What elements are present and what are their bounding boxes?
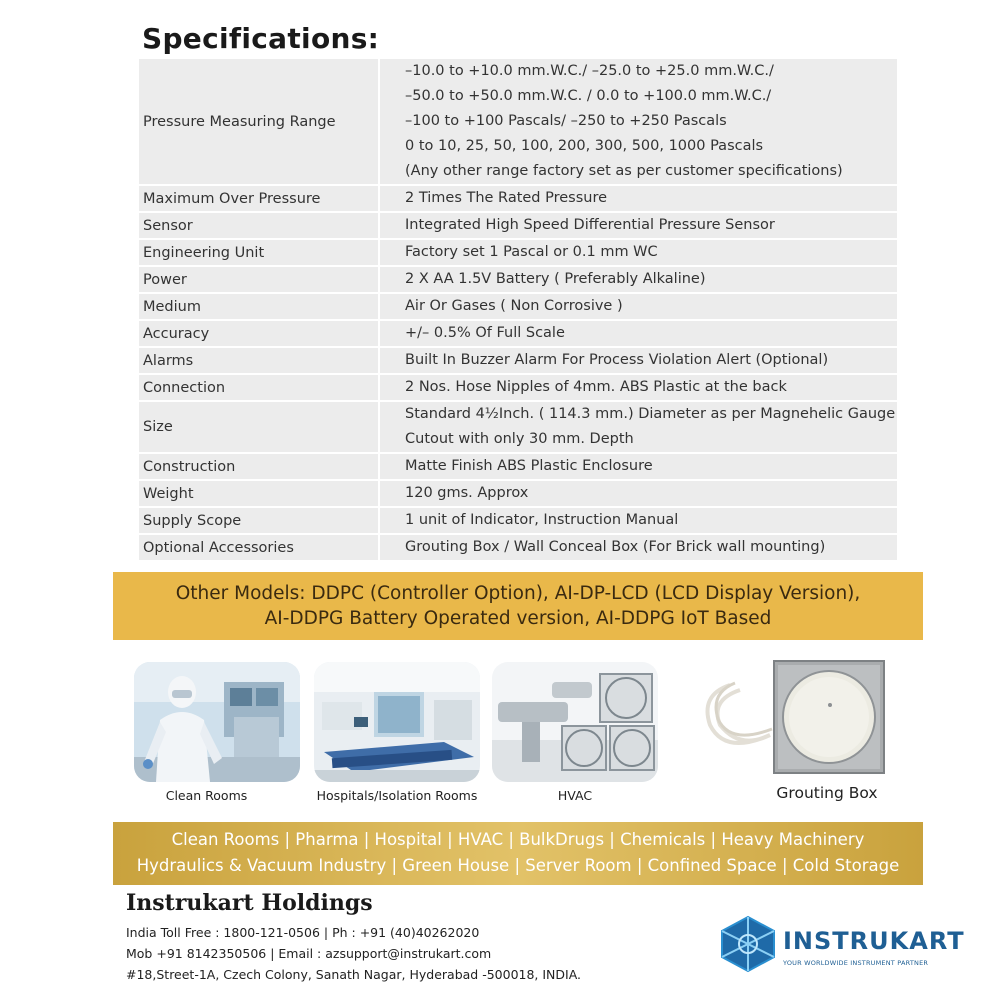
spec-value-line: Integrated High Speed Differential Pressure Sensor xyxy=(405,217,775,233)
clean-rooms-image xyxy=(134,662,300,782)
spec-row xyxy=(139,402,897,454)
spec-value-line: 1 unit of Indicator, Instruction Manual xyxy=(405,512,679,528)
spec-label: Accuracy xyxy=(139,321,380,348)
spec-value-line: Factory set 1 Pascal or 0.1 mm WC xyxy=(405,244,658,260)
spec-value-line: 2 X AA 1.5V Battery ( Preferably Alkaline) xyxy=(405,271,706,287)
clean-rooms-caption: Clean Rooms xyxy=(165,788,248,803)
other-models-banner xyxy=(113,572,923,640)
spec-value xyxy=(380,454,897,481)
contact-address: #18,Street-1A, Czech Colony, Sanath Nagar, Hyderabad -500018, INDIA. xyxy=(126,967,582,982)
spec-value xyxy=(380,59,897,186)
industries-banner xyxy=(113,822,923,885)
grouting-box-image xyxy=(700,655,890,777)
spec-label: Optional Accessories xyxy=(139,535,380,562)
spec-value xyxy=(380,481,897,508)
spec-row xyxy=(139,454,897,481)
spec-value-line: Grouting Box / Wall Conceal Box (For Brick wall mounting) xyxy=(405,539,826,555)
spec-row xyxy=(139,294,897,321)
contact-email: Mob +91 8142350506 | Email : azsupport@instrukart.com xyxy=(126,946,492,961)
other-models-line-1: Other Models: DDPC (Controller Option), AI-DP-LCD (LCD Display Version), xyxy=(175,583,861,604)
other-models-line-2: AI-DDPG Battery Operated version, AI-DDPG IoT Based xyxy=(264,608,772,629)
spec-label: Weight xyxy=(139,481,380,508)
spec-value-line: (Any other range factory set as per customer specifications) xyxy=(405,163,843,179)
logo-tagline: YOUR WORLDWIDE INSTRUMENT PARTNER xyxy=(783,959,929,967)
spec-value-line: 2 Nos. Hose Nipples of 4mm. ABS Plastic at the back xyxy=(405,379,787,395)
spec-value xyxy=(380,508,897,535)
specifications-title: Specifications: xyxy=(142,22,380,55)
company-name: Instrukart Holdings xyxy=(126,890,373,916)
spec-value xyxy=(380,402,897,454)
spec-label: Maximum Over Pressure xyxy=(139,186,380,213)
spec-row xyxy=(139,321,897,348)
spec-row xyxy=(139,348,897,375)
spec-value xyxy=(380,186,897,213)
hospitals-caption: Hospitals/Isolation Rooms xyxy=(316,788,478,803)
spec-value-line: –100 to +100 Pascals/ –250 to +250 Pascals xyxy=(405,113,727,129)
spec-value-line: Air Or Gases ( Non Corrosive ) xyxy=(405,298,623,314)
spec-value-line: 120 gms. Approx xyxy=(405,485,529,501)
hvac-image xyxy=(492,662,658,782)
spec-label: Size xyxy=(139,402,380,454)
spec-label: Sensor xyxy=(139,213,380,240)
spec-label: Supply Scope xyxy=(139,508,380,535)
spec-value-line: –10.0 to +10.0 mm.W.C./ –25.0 to +25.0 mm.W.C./ xyxy=(405,63,774,79)
spec-label: Medium xyxy=(139,294,380,321)
spec-value xyxy=(380,375,897,402)
spec-label: Alarms xyxy=(139,348,380,375)
spec-row xyxy=(139,267,897,294)
logo-wordmark: INSTRUKART xyxy=(783,927,965,955)
spec-label: Connection xyxy=(139,375,380,402)
instrukart-logo-icon xyxy=(716,913,780,973)
hospitals-image xyxy=(314,662,480,782)
spec-label: Engineering Unit xyxy=(139,240,380,267)
spec-value-line: –50.0 to +50.0 mm.W.C. / 0.0 to +100.0 mm.W.C./ xyxy=(405,88,772,104)
contact-phone: India Toll Free : 1800-121-0506 | Ph : +91 (40)40262020 xyxy=(126,925,480,940)
industries-line-2: Hydraulics & Vacuum Industry | Green House | Server Room | Confined Space | Cold Storage xyxy=(136,856,900,875)
spec-value xyxy=(380,240,897,267)
spec-value xyxy=(380,267,897,294)
spec-value-line: Matte Finish ABS Plastic Enclosure xyxy=(405,458,653,474)
spec-row xyxy=(139,186,897,213)
spec-value xyxy=(380,213,897,240)
spec-row xyxy=(139,213,897,240)
spec-value xyxy=(380,321,897,348)
spec-row xyxy=(139,481,897,508)
spec-row xyxy=(139,240,897,267)
spec-value-line: 0 to 10, 25, 50, 100, 200, 300, 500, 1000 Pascals xyxy=(405,138,764,154)
spec-row xyxy=(139,508,897,535)
spec-value xyxy=(380,348,897,375)
spec-value-line: Built In Buzzer Alarm For Process Violation Alert (Optional) xyxy=(405,352,829,368)
spec-label: Power xyxy=(139,267,380,294)
spec-value-line: Standard 4½Inch. ( 114.3 mm.) Diameter as per Magnehelic Gauge xyxy=(405,406,896,422)
spec-row xyxy=(139,535,897,562)
spec-row xyxy=(139,59,897,186)
spec-value-line: 2 Times The Rated Pressure xyxy=(405,190,608,206)
spec-label: Pressure Measuring Range xyxy=(139,59,380,186)
spec-value-line: Cutout with only 30 mm. Depth xyxy=(405,431,634,447)
grouting-box-caption: Grouting Box xyxy=(776,784,878,802)
specifications-table xyxy=(139,59,897,562)
spec-value xyxy=(380,535,897,562)
spec-row xyxy=(139,375,897,402)
industries-line-1: Clean Rooms | Pharma | Hospital | HVAC | BulkDrugs | Chemicals | Heavy Machinery xyxy=(171,830,865,849)
hvac-caption: HVAC xyxy=(557,788,593,803)
spec-value-line: +/– 0.5% Of Full Scale xyxy=(405,325,565,341)
spec-value xyxy=(380,294,897,321)
spec-label: Construction xyxy=(139,454,380,481)
